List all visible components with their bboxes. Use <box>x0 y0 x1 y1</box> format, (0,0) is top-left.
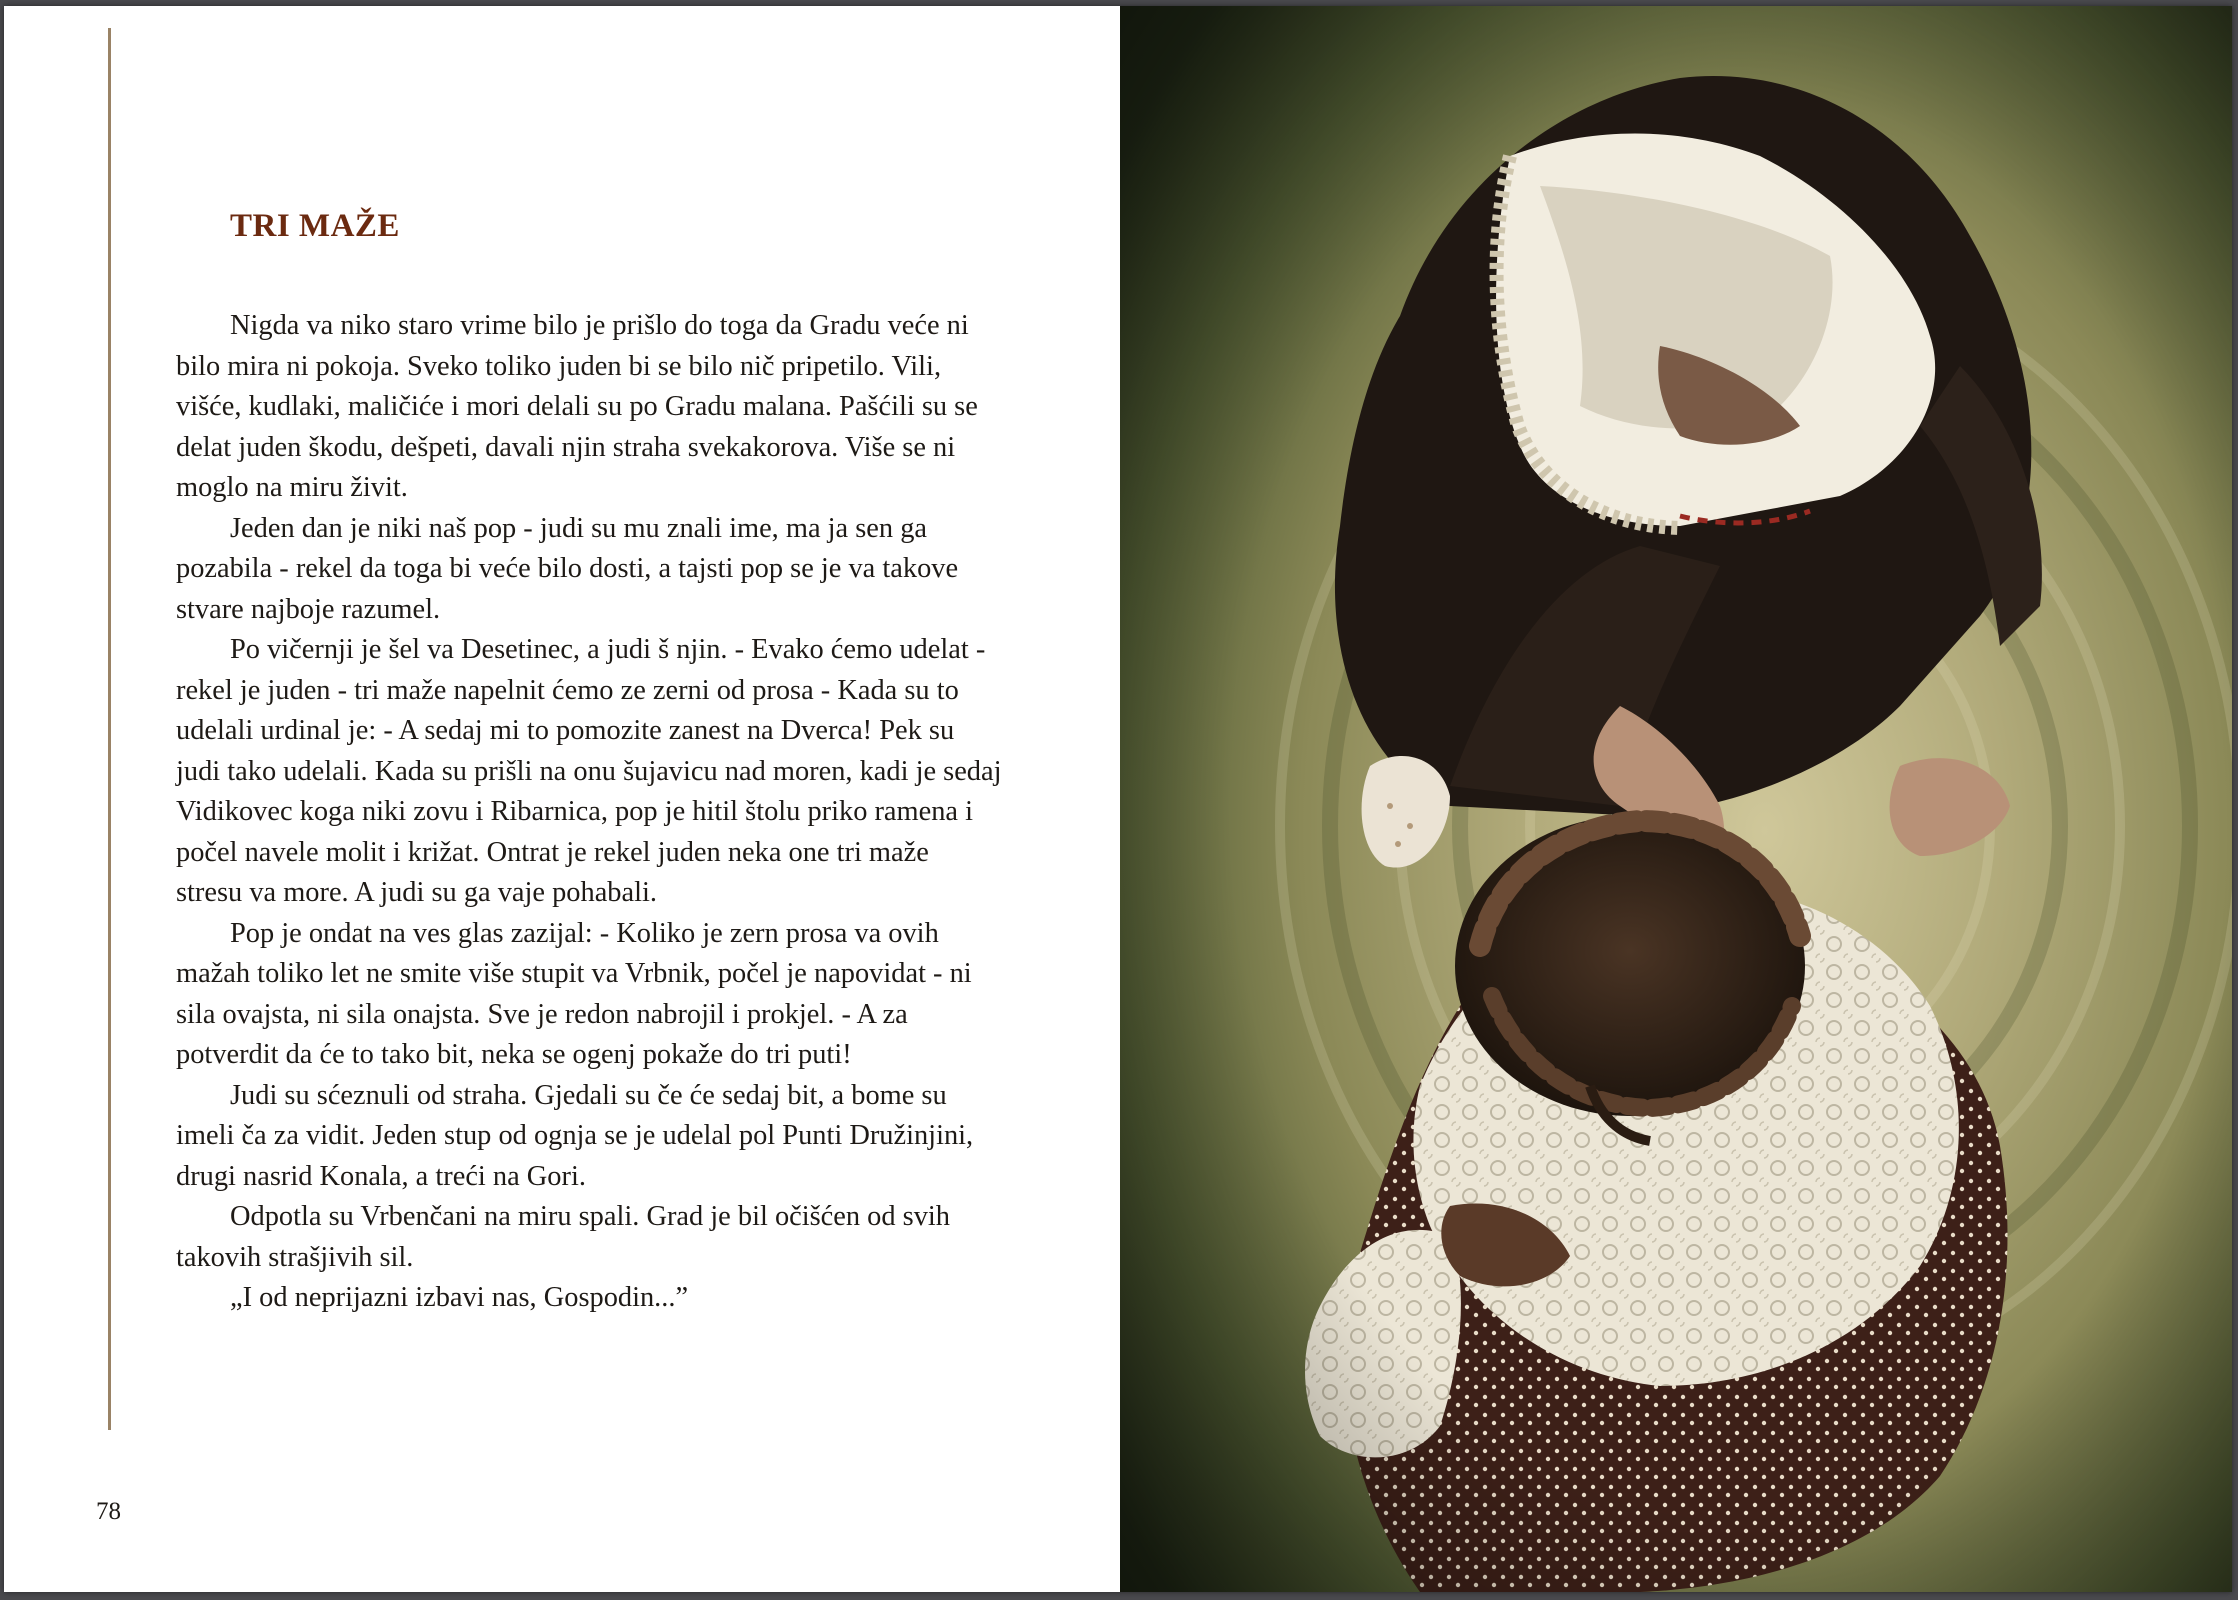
photo-illustration <box>1120 6 2232 1592</box>
paragraph: „I od neprijazni izbavi nas, Gospodin...” <box>230 1282 689 1313</box>
chapter-title: TRI MAŽE <box>230 208 400 244</box>
paragraph: Pop je ondat na ves glas zazijal: - Koliko je zern prosa va ovih mažah toliko let ne smite više stupit va Vrbnik, počel je napovidat - ni sila ovajsta, ni sila onajsta. Sve je redon nabrojil i prokjel. - A za potverdit da će to tako bit, neka se ogenj pokaže do tri puti! <box>176 917 972 1070</box>
story-text <box>176 306 1002 1319</box>
paragraph: Nigda va niko staro vrime bilo je prišlo do toga da Gradu veće ni bilo mira ni pokoja. Sveko toliko juden bi se bilo nič pripetilo. Vili, višće, kudlaki, maličiće i mori delali su po Gradu malana. Pašćili su se delat juden škodu, dešpeti, davali njin straha svekakorova. Više se ni moglo na miru živit. <box>176 310 978 503</box>
paragraph: Judi su sćeznuli od straha. Gjedali su če će sedaj bit, a bome su imeli ča za vidit. Jeden stup od ognja se je udelal pol Punti Družinjini, drugi nasrid Konala, a treći na Gori. <box>176 1079 974 1192</box>
page-number: 78 <box>96 1498 121 1525</box>
margin-rule <box>108 28 111 1430</box>
paragraph: Po vičernji je šel va Desetinec, a judi š njin. - Evako ćemo udelat - rekel je juden - tri maže napelnit ćemo ze zerni od prosa - Kada su to udelali urdinal je: - A sedaj mi to pomozite zanest na Dverca! Pek su judi tako udelali. Kada su prišli na onu šujavicu nad moren, kadi je sedaj Vidikovec koga niki zovu i Ribarnica, pop je hitil štolu priko ramena i počel navele molit i križat. Ontrat je rekel juden neka one tri maže stresu va more. A judi su ga vaje pohabali. <box>176 634 1002 908</box>
paragraph: Odpotla su Vrbenčani na miru spali. Grad je bil očišćen od svih takovih strašjivih sil. <box>176 1201 950 1273</box>
book-spread <box>4 6 2232 1592</box>
right-page-photo <box>1120 6 2232 1592</box>
left-page <box>4 6 1120 1592</box>
paragraph: Jeden dan je niki naš pop - judi su mu znali ime, ma ja sen ga pozabila - rekel da toga bi veće bilo dosti, a tajsti pop se je va takove stvare najboje razumel. <box>176 512 959 625</box>
